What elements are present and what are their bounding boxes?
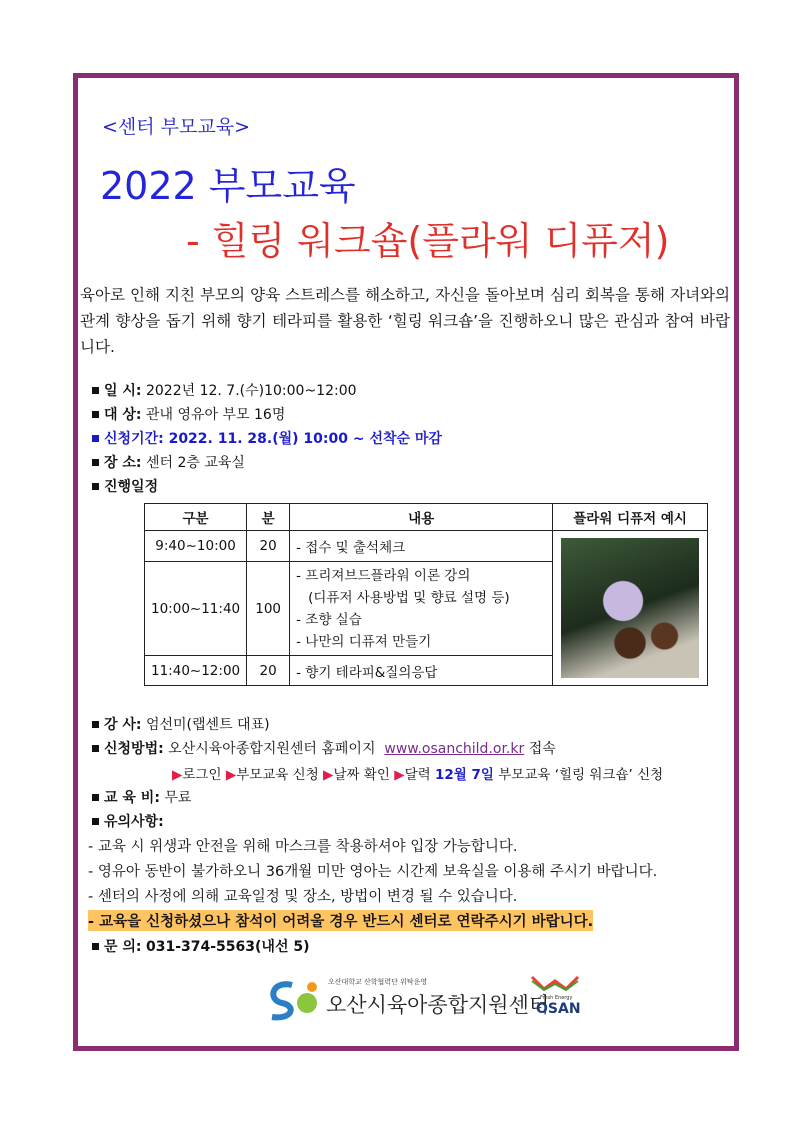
note-item: - 교육 시 위생과 안전을 위해 마스크를 착용하셔야 입장 가능합니다. bbox=[88, 839, 518, 855]
flower-diffuser-photo bbox=[561, 538, 699, 678]
cell-time: 10:00~11:40 bbox=[145, 562, 247, 656]
photo-cell bbox=[553, 531, 708, 686]
center-logo bbox=[262, 975, 592, 1025]
info-place: 장 소: 센터 2층 교육실 bbox=[92, 452, 245, 472]
info-fee: 교 육 비: 무료 bbox=[92, 787, 191, 807]
logo-small-text: 오산대학교 산학협력단 위탁운영 bbox=[328, 978, 428, 986]
cell-time: 9:40~10:00 bbox=[145, 531, 247, 562]
content-line: - 조향 실습 bbox=[296, 611, 362, 628]
info-instructor: 강 사: 엄선미(랩센트 대표) bbox=[92, 714, 270, 734]
cell-time: 11:40~12:00 bbox=[145, 656, 247, 686]
table-row bbox=[145, 531, 708, 562]
schedule-table bbox=[144, 503, 708, 686]
osan-wave-icon bbox=[530, 975, 580, 991]
page-title: 2022 부모교육 bbox=[100, 164, 356, 208]
content-line: (디퓨저 사용방법 및 향료 설명 등) bbox=[308, 589, 510, 606]
info-apply-method: 신청방법: 오산시육아종합지원센터 홈페이지 www.osanchild.or.kr 접속 bbox=[92, 738, 556, 758]
col-header: 분 bbox=[247, 504, 290, 531]
info-schedule: 진행일정 bbox=[92, 476, 158, 496]
cell-content bbox=[290, 562, 553, 656]
osan-logo bbox=[530, 975, 581, 1017]
col-header: 플라워 디퓨저 예시 bbox=[553, 504, 708, 531]
col-header: 내용 bbox=[290, 504, 553, 531]
note-item: - 영유아 동반이 불가하오니 36개월 미만 영아는 시간제 보육실을 이용해 주시기 바랍니다. bbox=[88, 864, 658, 880]
content-line: - 프리져브드플라워 이론 강의 bbox=[296, 567, 471, 584]
logo-tag: Fresh Energy bbox=[540, 995, 573, 1001]
section-label: <센터 부모교육> bbox=[102, 116, 251, 138]
intro-paragraph: 육아로 인해 지친 부모의 양육 스트레스를 해소하고, 자신을 돌아보며 심리 회복을 통해 자녀와의 관계 향상을 돕기 위해 향기 테라피를 활용한 ‘힐링 워크숍’을 진행하오니 많은 관심과 참여 바랍니다. bbox=[80, 286, 730, 356]
cell-min: 20 bbox=[247, 531, 290, 562]
info-date: 일 시: 2022년 12. 7.(수)10:00~12:00 bbox=[92, 380, 357, 400]
content-line: - 나만의 디퓨져 만들기 bbox=[296, 633, 432, 650]
logo-name: 오산시육아종합지원센터 bbox=[326, 993, 550, 1017]
homepage-link[interactable]: www.osanchild.or.kr bbox=[384, 741, 525, 757]
center-logo-icon bbox=[262, 975, 324, 1025]
cell-min: 20 bbox=[247, 656, 290, 686]
col-header: 구분 bbox=[145, 504, 247, 531]
cell-min: 100 bbox=[247, 562, 290, 656]
cell-content: - 향기 테라피&질의응답 bbox=[290, 656, 553, 686]
info-notes: 유의사항: bbox=[92, 811, 164, 831]
page-subtitle: - 힐링 워크숍(플라워 디퓨저) bbox=[186, 219, 670, 263]
note-highlight: - 교육을 신청하셨으나 참석이 어려울 경우 반드시 센터로 연락주시기 바랍니다. bbox=[88, 910, 593, 931]
logo-city: OSAN bbox=[536, 1001, 581, 1017]
apply-steps: ▶로그인 ▶부모교육 신청 ▶날짜 확인 ▶달력 12월 7일 부모교육 ‘힐링 워크숍’ 신청 bbox=[172, 767, 664, 783]
note-item: - 센터의 사정에 의해 교육일정 및 장소, 방법이 변경 될 수 있습니다. bbox=[88, 889, 518, 905]
cell-content: - 접수 및 출석체크 bbox=[290, 531, 553, 562]
info-apply-period: 신청기간: 2022. 11. 28.(월) 10:00 ~ 선착순 마감 bbox=[92, 428, 442, 448]
info-target: 대 상: 관내 영유아 부모 16명 bbox=[92, 404, 285, 424]
info-contact: 문 의: 031-374-5563(내선 5) bbox=[92, 936, 309, 956]
